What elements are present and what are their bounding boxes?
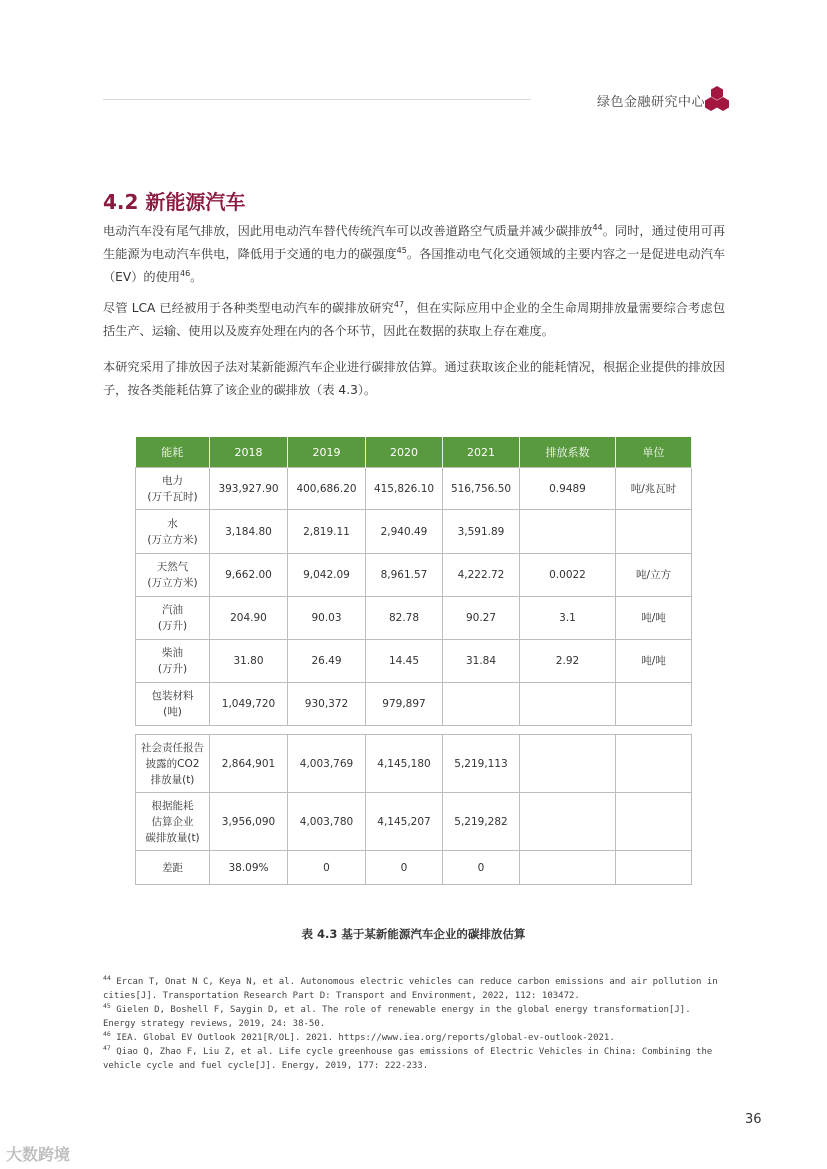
table-cell: 90.27 (443, 597, 520, 640)
hexagon-logo-icon (705, 86, 729, 112)
table-cell: 3.1 (520, 597, 616, 640)
table-header-cell: 2021 (443, 437, 520, 468)
table-row (136, 735, 692, 793)
table-cell: 3,956,090 (210, 793, 288, 851)
table-row (136, 793, 692, 851)
footnote-item: $^{46}$ IEA. Global EV Outlook 2021[R/OL]. 2021. https://www.iea.org/reports/global-ev-outlook-2021. (103, 1030, 615, 1043)
table-cell: 0 (366, 851, 443, 885)
paragraph-text: 。 (190, 270, 203, 284)
table-caption: 表 4.3 基于某新能源汽车企业的碳排放估算 (301, 927, 526, 941)
paragraph-text: 电动汽车没有尾气排放，因此用电动汽车替代传统汽车可以改善道路空气质量并减少碳排放 (103, 224, 593, 238)
footnote-ref[interactable]: 45 (396, 245, 407, 255)
table-cell (616, 510, 692, 554)
table-cell (443, 683, 520, 726)
table-cell: 930,372 (288, 683, 366, 726)
page-number: 36 (745, 1112, 762, 1127)
table-cell: 2.92 (520, 640, 616, 683)
table-cell (520, 851, 616, 885)
row-label: 差距 (136, 851, 210, 885)
table-row (136, 640, 692, 683)
table-cell: 9,662.00 (210, 554, 288, 597)
row-label: 天然气 (万立方米) (136, 554, 210, 597)
table-cell: 8,961.57 (366, 554, 443, 597)
table-header-cell: 2020 (366, 437, 443, 468)
table-cell: 516,756.50 (443, 468, 520, 510)
table-cell: 38.09% (210, 851, 288, 885)
footnote-ref[interactable]: 47 (393, 299, 405, 309)
table-cell (520, 683, 616, 726)
table-cell: 14.45 (366, 640, 443, 683)
table-cell: 4,222.72 (443, 554, 520, 597)
row-label: 包装材料 (吨) (136, 683, 210, 726)
footnote-item: $^{44}$ Ercan T, Onat N C, Keya N, et al. Autonomous electric vehicles can reduce carbon emissions and air pollution in cities[J]. Transportation Research Part D: Transport and Environment, 2022, 112: 103472. (103, 974, 718, 1001)
table-cell (520, 735, 616, 793)
table-cell: 3,591.89 (443, 510, 520, 554)
footnote-item: $^{45}$ Gielen D, Boshell F, Saygin D, et al. The role of renewable energy in the global energy transformation[J]. Energy strategy reviews, 2019, 24: 38-50. (103, 1002, 691, 1029)
table-cell: 2,819.11 (288, 510, 366, 554)
table-cell: 90.03 (288, 597, 366, 640)
table-header-cell: 2019 (288, 437, 366, 468)
table-cell: 415,826.10 (366, 468, 443, 510)
table-cell: 4,145,207 (366, 793, 443, 851)
paragraph-1 (103, 220, 725, 289)
table-cell: 4,003,769 (288, 735, 366, 793)
table-row (136, 851, 692, 885)
table-cell: 0.9489 (520, 468, 616, 510)
table-cell: 0.0022 (520, 554, 616, 597)
table-cell (616, 735, 692, 793)
table-cell: 吨/吨 (616, 640, 692, 683)
table-row (136, 554, 692, 597)
row-label: 电力 (万千瓦时) (136, 468, 210, 510)
paragraph-text: 。同时，通过使用可再生能源为电动汽车供电，降低用于交通的电力的碳强度 (103, 224, 726, 261)
table-cell: 5,219,113 (443, 735, 520, 793)
paragraph-text: ，但在实际应用中企业的全生命周期排放量需要综合考虑包括生产、运输、使用以及废弃处理在内的各个环节，因此在数据的获取上存在难度。 (103, 301, 726, 338)
table-row (136, 597, 692, 640)
table-cell (616, 683, 692, 726)
table-cell: 31.84 (443, 640, 520, 683)
table-cell: 204.90 (210, 597, 288, 640)
footnotes (103, 975, 725, 1073)
energy-emission-table (135, 437, 691, 885)
table-row (136, 683, 692, 726)
table-header-cell: 2018 (210, 437, 288, 468)
footnote-ref[interactable]: 44 (592, 222, 603, 232)
paragraph-text: 尽管 LCA 已经被用于各种类型电动汽车的碳排放研究 (103, 301, 394, 315)
table-cell: 吨/兆瓦时 (616, 468, 692, 510)
table-cell: 5,219,282 (443, 793, 520, 851)
table-header-cell: 单位 (616, 437, 692, 468)
table-header-cell: 能耗 (136, 437, 210, 468)
row-label: 社会责任报告 披露的CO2 排放量(t) (136, 735, 210, 793)
row-label: 柴油 (万升) (136, 640, 210, 683)
table-row (136, 468, 692, 510)
table-cell (616, 793, 692, 851)
section-title: 4.2 新能源汽车 (103, 190, 246, 214)
table-cell (520, 793, 616, 851)
table-cell: 31.80 (210, 640, 288, 683)
paragraph-3: 本研究采用了排放因子法对某新能源汽车企业进行碳排放估算。通过获取该企业的能耗情况，根据企业提供的排放因子，按各类能耗估算了该企业的碳排放（表 4.3）。 (103, 360, 725, 397)
table-cell: 82.78 (366, 597, 443, 640)
table-cell: 2,940.49 (366, 510, 443, 554)
table-cell: 26.49 (288, 640, 366, 683)
table-cell: 2,864,901 (210, 735, 288, 793)
table-cell: 吨/立方 (616, 554, 692, 597)
paragraph-text: 。各国推动电气化交通领域的主要内容之一是促进电动汽车（EV）的使用 (103, 247, 726, 284)
table-header-cell: 排放系数 (520, 437, 616, 468)
paragraph-2 (103, 297, 725, 343)
table-cell: 0 (443, 851, 520, 885)
row-label: 水 (万立方米) (136, 510, 210, 554)
table-cell: 1,049,720 (210, 683, 288, 726)
table-cell: 979,897 (366, 683, 443, 726)
table-cell: 0 (288, 851, 366, 885)
table-cell: 4,003,780 (288, 793, 366, 851)
header-divider (103, 99, 531, 100)
table-cell: 9,042.09 (288, 554, 366, 597)
table-header-row (136, 437, 692, 468)
table-row (136, 510, 692, 554)
footnote-item: $^{47}$ Qiao Q, Zhao F, Liu Z, et al. Life cycle greenhouse gas emissions of Electric Vehicles in China: Combining the vehicle cycle and fuel cycle[J]. Energy, 2019, 177: 222-233. (103, 1044, 713, 1071)
table-cell: 4,145,180 (366, 735, 443, 793)
table-cell: 393,927.90 (210, 468, 288, 510)
table-gap (136, 726, 692, 735)
table-cell: 3,184.80 (210, 510, 288, 554)
watermark: 大数跨境 (6, 1145, 71, 1164)
table-cell: 400,686.20 (288, 468, 366, 510)
row-label: 汽油 (万升) (136, 597, 210, 640)
row-label: 根据能耗 估算企业 碳排放量(t) (136, 793, 210, 851)
table-cell (520, 510, 616, 554)
table-cell: 吨/吨 (616, 597, 692, 640)
header-title: 绿色金融研究中心 (597, 95, 706, 110)
footnote-ref[interactable]: 46 (179, 268, 191, 278)
table-cell (616, 851, 692, 885)
